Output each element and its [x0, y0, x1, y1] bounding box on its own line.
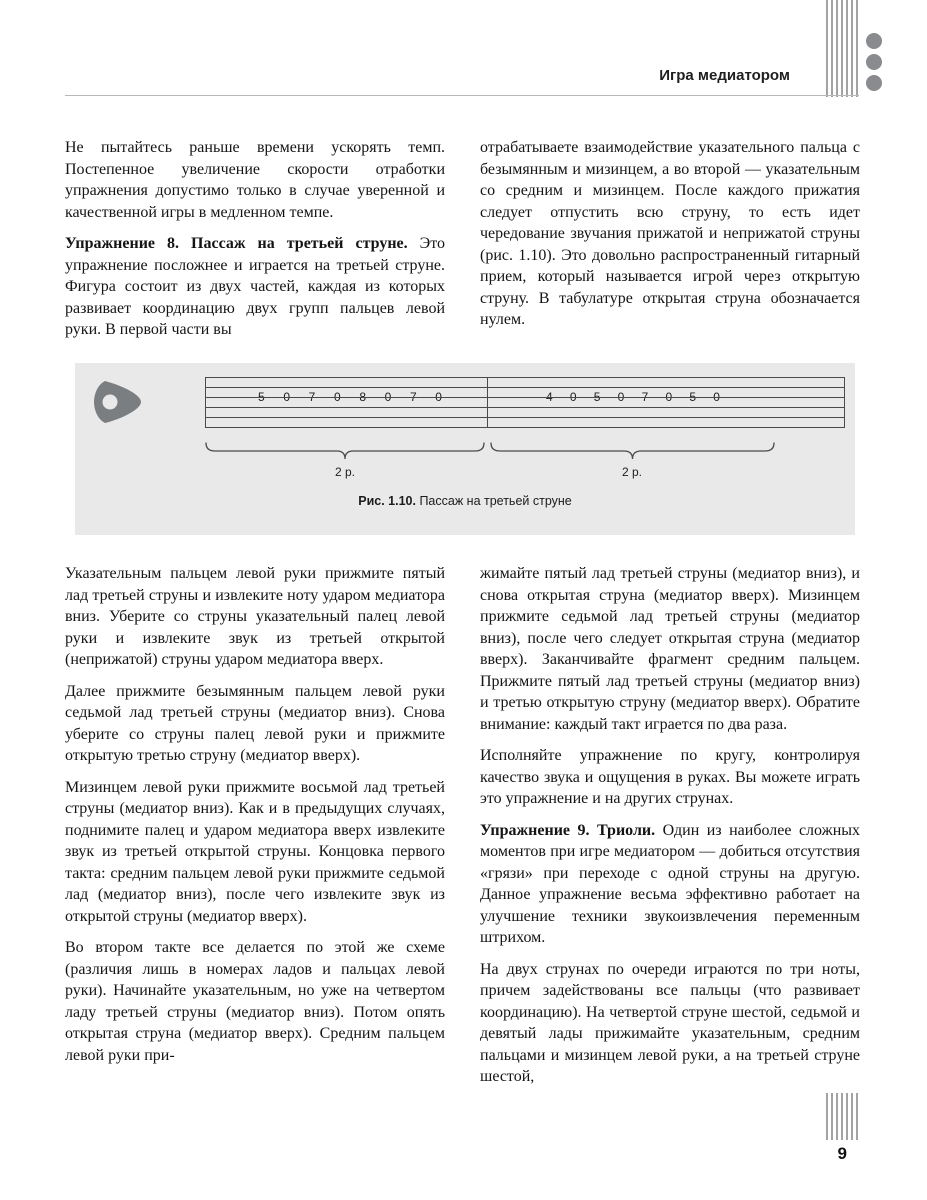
paragraph: Исполняйте упражнение по кругу, контролируя качество звука и ощущения в руках. Вы можете играть это упражнение и на других струнах. — [480, 747, 860, 807]
top-right-stripes-decoration — [826, 0, 859, 97]
repeat-label-1: 2 р. — [334, 465, 355, 479]
staff-line — [205, 397, 845, 398]
exercise-title: Упражнение 8. Пассаж на третьей струне. — [65, 235, 408, 252]
chapter-dot — [866, 54, 882, 70]
paragraph: Мизинцем левой руки прижмите восьмой лад третьей струны (медиатор вниз). Как и в предыдущих случаях, поднимите палец и ударом медиатора вверх извлеките звук из третьей открытой струны. Концовка первого такта: средним пальцем левой руки прижмите седьмой лад (медиатор вниз), после чего извлеките звук из открытой струны (медиатор вверх). — [65, 778, 445, 925]
page-number: 9 — [837, 1144, 847, 1163]
paragraph: Указательным пальцем левой руки прижмите пятый лад третьей струны и извлеките ноту ударом медиатора вниз. Уберите со струны указательный палец левой руки и извлеките звук из третьей открытой (неприжатой) струны ударом медиатора вверх. — [65, 565, 445, 668]
figure-caption-text: Пассаж на третьей струне — [415, 494, 572, 508]
header-rule — [65, 95, 859, 96]
staff-line — [205, 377, 845, 378]
repeat-brace-2 — [490, 441, 775, 461]
paragraph: Далее прижмите безымянным пальцем левой руки седьмой лад третьей струны (медиатор вниз). Снова уберите со струны палец левой руки и прижмите открытую третью струну (медиатор вверх). — [65, 682, 445, 764]
paragraph: отрабатываете взаимодействие указательного пальца с безымянным и мизинцем, а во второй — указательным со средним и мизинцем. После каждого прижатия следует отпустить всю струну, то есть идет чередование звучания прижатой и неприжатой струны (рис. 1.10). Это довольно распространенный гитарный прием, который называется игрой через открытую струну. В табулатуре открытая струна обозначается нулем. — [480, 139, 860, 328]
figure-caption-number: Рис. 1.10. — [358, 494, 416, 508]
paragraph: Упражнение 8. Пассаж на третьей струне. Это упражнение посложнее и играется на третьей струне. Фигура состоит из двух частей, каждая из которых развивает координацию двух групп пальцев левой руки. В первой части вы — [65, 235, 446, 338]
bottom-right-column — [480, 563, 860, 1098]
paragraph: Не пытайтесь раньше времени ускорять темп. Постепенное увеличение скорости отработки упражнения допустимо только в случае уверенной и качественной игры в медленном темпе. — [65, 139, 445, 221]
guitar-pick-icon — [93, 379, 143, 425]
paragraph: Упражнение 9. Триоли. Один из наиболее сложных моментов при игре медиатором — добиться отсутствия «грязи» при переходе с одной струны на другую. Данное упражнение весьма эффективно работает на улучшение техники звукоизвлечения переменным штрихом. — [480, 821, 861, 946]
staff-line — [205, 407, 845, 408]
figure-1-10 — [75, 363, 855, 535]
bottom-right-stripes-decoration — [826, 1093, 859, 1140]
repeat-label-2: 2 р. — [621, 465, 642, 479]
paragraph: На двух струнах по очереди играются по три ноты, причем задействованы все пальцы (что развивает координацию). На четвертой струне шестой, седьмой и девятый лады прижимайте указательным, средним пальцами и мизинцем левой руки, а на третьей струне шестой, — [480, 960, 860, 1085]
staff-line — [205, 417, 845, 418]
barline-middle — [487, 377, 488, 428]
staff-line — [205, 427, 845, 428]
barline-start — [205, 377, 206, 428]
paragraph: жимайте пятый лад третьей струны (медиатор вниз), и снова открытая струна (медиатор вверх). Мизинцем прижмите седьмой лад третьей струны (медиатор вниз), после чего следует открытая струна (медиатор вверх). Заканчивайте фрагмент средним пальцем. Прижмите пятый лад третьей струны (медиатор вниз) и третью открытую струну (медиатор вверх). Обратите внимание: каждый такт играется по два раза. — [480, 565, 860, 733]
bottom-left-column — [65, 563, 445, 1076]
staff-line — [205, 387, 845, 388]
top-left-column — [65, 137, 445, 351]
exercise-title: Упражнение 9. Триоли. — [480, 821, 656, 839]
running-head-title: Игра медиатором — [659, 67, 790, 84]
chapter-dots-decoration — [866, 33, 882, 91]
chapter-dot — [866, 75, 882, 91]
tab-staff — [205, 377, 845, 428]
figure-caption — [75, 494, 855, 508]
chapter-dot — [866, 33, 882, 49]
repeat-brace-1 — [205, 441, 485, 461]
top-right-column — [480, 137, 860, 341]
paragraph: Во втором такте все делается по этой же схеме (различия лишь в номерах ладов и пальцах левой руки). Начинайте указательным, но уже на четвертом ладу третьей струны (медиатор вниз). Потом опять открытая струна (медиатор вверх). Средним пальцем левой руки при- — [65, 939, 445, 1064]
barline-end — [844, 377, 845, 428]
